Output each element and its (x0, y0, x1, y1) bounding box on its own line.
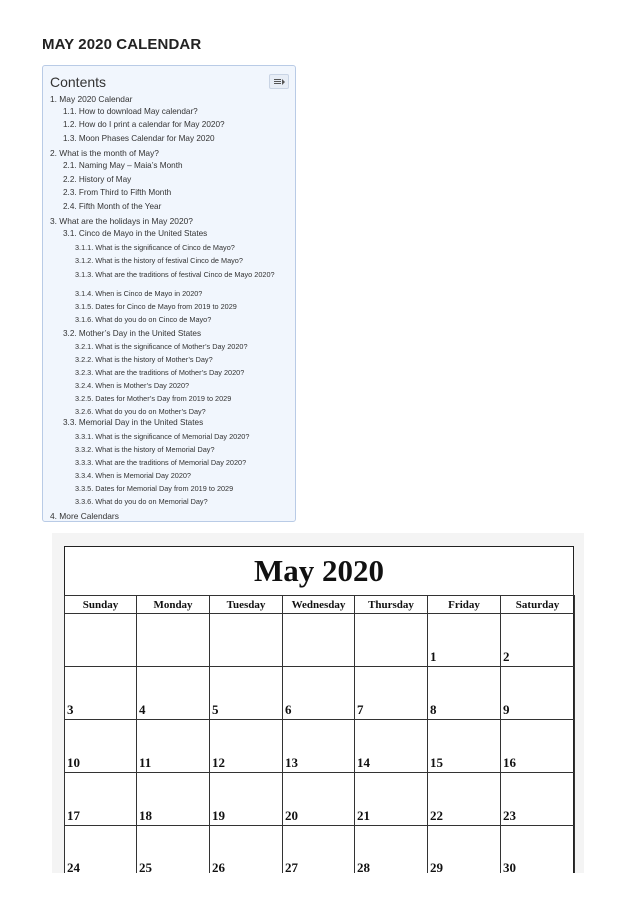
calendar-day-cell (136, 666, 210, 720)
toc-item[interactable]: 1.1. How to download May calendar? (63, 107, 198, 116)
toc-item[interactable]: 3.1.5. Dates for Cinco de Mayo from 2019 to 2029 (75, 302, 237, 311)
calendar-day-cell (209, 613, 283, 667)
toc-item[interactable]: 1.2. How do I print a calendar for May 2020? (63, 120, 225, 129)
calendar-day-cell (209, 666, 283, 720)
calendar-day-cell (64, 825, 137, 873)
calendar-day-cell (354, 825, 428, 873)
calendar-day-cell (427, 613, 501, 667)
day-number: 29 (430, 860, 443, 873)
calendar-day-cell (500, 666, 575, 720)
calendar-day-cell (354, 613, 428, 667)
calendar-day-cell (354, 719, 428, 773)
toc-item[interactable]: 1. May 2020 Calendar (50, 94, 133, 104)
calendar-day-cell (500, 613, 575, 667)
calendar-day-cell (209, 825, 283, 873)
day-number: 5 (212, 702, 219, 717)
calendar-day-cell (209, 719, 283, 773)
day-number: 14 (357, 755, 370, 770)
calendar-day-cell (64, 666, 137, 720)
day-number: 1 (430, 649, 437, 664)
toc-item[interactable]: 3.3.2. What is the history of Memorial Day? (75, 445, 215, 454)
calendar-day-cell (500, 825, 575, 873)
calendar-day-cell (500, 719, 575, 773)
toc-item[interactable]: 3.1. Cinco de Mayo in the United States (63, 229, 208, 238)
toc-item[interactable]: 3.2.4. When is Mother’s Day 2020? (75, 381, 190, 390)
calendar (64, 546, 574, 873)
day-number: 11 (139, 755, 152, 770)
weekday-header: Tuesday (209, 595, 283, 614)
toc-item[interactable]: 3.1.2. What is the history of festival Cinco de Mayo? (75, 256, 243, 265)
weekday-header: Sunday (64, 595, 137, 614)
toc-item[interactable]: 3.3. Memorial Day in the United States (63, 418, 204, 427)
day-number: 4 (139, 702, 146, 717)
day-number: 21 (357, 808, 370, 823)
day-number: 15 (430, 755, 443, 770)
day-number: 22 (430, 808, 443, 823)
day-number: 18 (139, 808, 152, 823)
day-number: 16 (503, 755, 516, 770)
day-number: 9 (503, 702, 510, 717)
toc-item[interactable]: 2. What is the month of May? (50, 148, 159, 158)
toc-item[interactable]: 3.2. Mother’s Day in the United States (63, 329, 202, 338)
calendar-day-cell (354, 772, 428, 826)
calendar-day-cell (64, 613, 137, 667)
day-number: 12 (212, 755, 225, 770)
day-number: 19 (212, 808, 225, 823)
weekday-header: Friday (427, 595, 501, 614)
toc-item[interactable]: 2.4. Fifth Month of the Year (63, 202, 162, 211)
weekday-header: Saturday (500, 595, 575, 614)
day-number: 23 (503, 808, 516, 823)
calendar-day-cell (282, 666, 355, 720)
day-number: 8 (430, 702, 437, 717)
page-title: MAY 2020 CALENDAR (42, 36, 202, 53)
calendar-day-cell (427, 666, 501, 720)
calendar-day-cell (136, 825, 210, 873)
toc-item[interactable]: 2.3. From Third to Fifth Month (63, 188, 172, 197)
weekday-header: Thursday (354, 595, 428, 614)
calendar-day-cell (64, 772, 137, 826)
calendar-day-cell (136, 719, 210, 773)
day-number: 2 (503, 649, 510, 664)
toc-item[interactable]: 3.1.6. What do you do on Cinco de Mayo? (75, 315, 212, 324)
day-number: 7 (357, 702, 364, 717)
calendar-image (52, 533, 584, 873)
calendar-day-cell (136, 772, 210, 826)
calendar-day-cell (500, 772, 575, 826)
toc-item[interactable]: 3.3.3. What are the traditions of Memorial Day 2020? (75, 458, 247, 467)
calendar-day-cell (282, 719, 355, 773)
toc-item[interactable]: 3.2.3. What are the traditions of Mother’s Day 2020? (75, 368, 245, 377)
day-number: 17 (67, 808, 80, 823)
toc-item[interactable]: 4. More Calendars (50, 511, 119, 521)
toc-item[interactable]: 3.3.1. What is the significance of Memorial Day 2020? (75, 432, 250, 441)
calendar-day-cell (282, 825, 355, 873)
day-number: 26 (212, 860, 225, 873)
toc-item[interactable]: 3. What are the holidays in May 2020? (50, 216, 193, 226)
toc-item[interactable]: 3.1.1. What is the significance of Cinco de Mayo? (75, 243, 235, 252)
day-number: 20 (285, 808, 298, 823)
table-of-contents (42, 65, 296, 522)
day-number: 25 (139, 860, 152, 873)
calendar-day-cell (64, 719, 137, 773)
toc-item[interactable]: 2.2. History of May (63, 175, 132, 184)
toc-item[interactable]: 3.3.5. Dates for Memorial Day from 2019 to 2029 (75, 484, 234, 493)
day-number: 24 (67, 860, 80, 873)
day-number: 10 (67, 755, 80, 770)
toc-item[interactable]: 3.2.2. What is the history of Mother’s Day? (75, 355, 213, 364)
day-number: 6 (285, 702, 292, 717)
calendar-day-cell (427, 772, 501, 826)
calendar-day-cell (427, 825, 501, 873)
calendar-day-cell (427, 719, 501, 773)
day-number: 28 (357, 860, 370, 873)
calendar-title: May 2020 (253, 553, 384, 588)
day-number: 13 (285, 755, 298, 770)
toc-item[interactable]: 3.2.1. What is the significance of Mother’s Day 2020? (75, 342, 248, 351)
weekday-header: Monday (136, 595, 210, 614)
day-number: 3 (67, 702, 74, 717)
toc-item[interactable]: 3.3.6. What do you do on Memorial Day? (75, 497, 208, 506)
calendar-day-cell (282, 772, 355, 826)
calendar-day-cell (282, 613, 355, 667)
day-number: 30 (503, 860, 516, 873)
calendar-day-cell (209, 772, 283, 826)
toc-item[interactable]: 3.3.4. When is Memorial Day 2020? (75, 471, 191, 480)
toc-item[interactable]: 3.2.5. Dates for Mother’s Day from 2019 to 2029 (75, 394, 232, 403)
toc-item[interactable]: 2.1. Naming May – Maia’s Month (63, 161, 183, 170)
toc-item[interactable]: 1.3. Moon Phases Calendar for May 2020 (63, 134, 215, 143)
list-toggle-icon[interactable] (269, 74, 289, 89)
toc-item[interactable]: 3.1.4. When is Cinco de Mayo in 2020? (75, 289, 203, 298)
toc-header: Contents (50, 74, 107, 90)
toc-item[interactable]: 3.2.6. What do you do on Mother’s Day? (75, 407, 206, 416)
calendar-day-cell (354, 666, 428, 720)
calendar-day-cell (136, 613, 210, 667)
day-number: 27 (285, 860, 298, 873)
toc-item[interactable]: 3.1.3. What are the traditions of festival Cinco de Mayo 2020? (75, 270, 275, 279)
weekday-header: Wednesday (282, 595, 355, 614)
